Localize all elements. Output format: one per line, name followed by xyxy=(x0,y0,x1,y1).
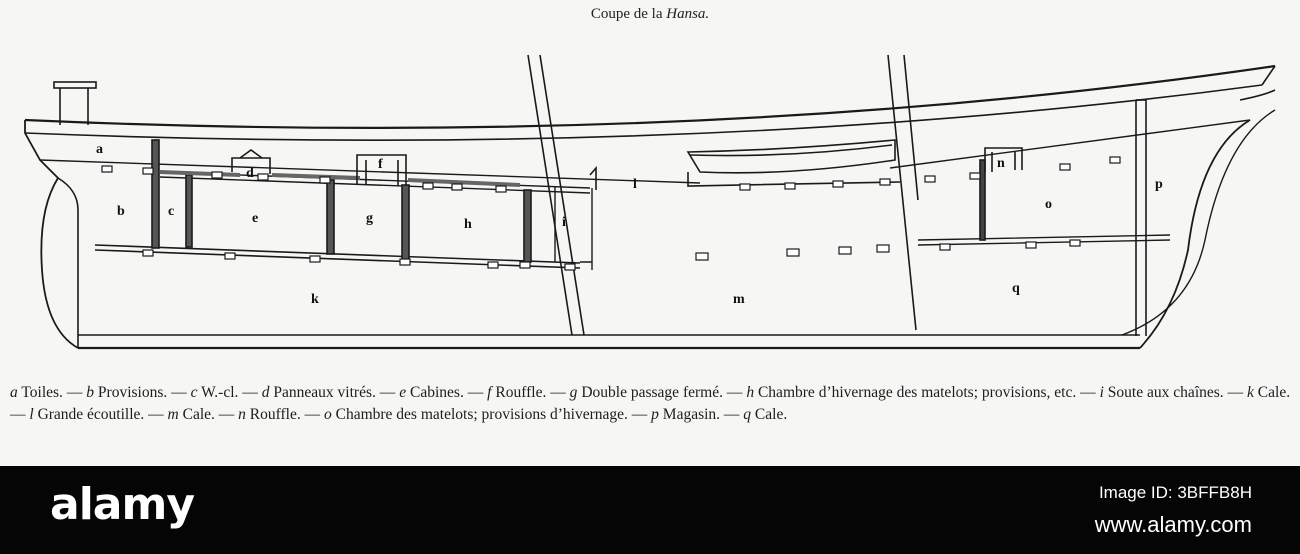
legend-letter: c xyxy=(190,384,198,401)
legend-letter: p xyxy=(651,406,659,423)
legend-letter: q xyxy=(743,406,752,423)
legend-text: Magasin. xyxy=(658,406,721,423)
alamy-logo: alamy xyxy=(50,479,194,530)
bow-hull xyxy=(1140,120,1250,348)
legend-item-l xyxy=(29,406,144,423)
legend-caption: a Toiles. — b Provisions. — c W.-cl. — d Panneaux vitrés. — e Cabines. — f Rouffle. — g Double passage fermé. — h Chambre d’hivernage des matelots; provisions, etc. — i Soute aux chaînes. — k Cale. — l Grande écoutille. — m Cale. — n Rouffle. — o Chambre des matelots; provisions d’hivernage. — p Magasin. — q Cale. xyxy=(10,384,1291,423)
legend-text: Grande écoutille. xyxy=(33,406,145,423)
legend-text: Chambre d’hivernage des matelots; provisions, etc. xyxy=(754,384,1077,401)
legend-letter: d xyxy=(261,384,270,401)
legend-text: Provisions. xyxy=(94,384,168,401)
label-n: n xyxy=(997,156,1005,171)
legend-letter: l xyxy=(29,406,34,423)
legend-item-e xyxy=(399,384,464,401)
legend-text: Rouffle. xyxy=(491,384,547,401)
label-b: b xyxy=(117,204,125,219)
legend-item-d xyxy=(262,384,376,401)
legend-item-a xyxy=(10,384,63,401)
label-k: k xyxy=(311,292,319,307)
longboat xyxy=(688,140,895,173)
legend-letter: m xyxy=(167,406,179,423)
label-g: g xyxy=(366,211,373,226)
legend-text: Cale. xyxy=(1253,384,1291,401)
main-deck xyxy=(25,66,1275,128)
legend-letter: b xyxy=(86,384,94,401)
legend-item-h xyxy=(746,384,1076,401)
legend-text: W.-cl. xyxy=(197,384,239,401)
label-c: c xyxy=(168,204,175,219)
legend-item-q xyxy=(743,406,787,423)
legend-letter: o xyxy=(323,406,332,423)
legend-text: Cale. xyxy=(178,406,215,423)
legend-text: Cale. xyxy=(751,406,788,423)
legend-text: Rouffle. xyxy=(245,406,301,423)
label-p: p xyxy=(1155,177,1163,192)
label-d: d xyxy=(246,166,254,181)
legend-item-f xyxy=(487,384,546,401)
legend-text: Cabines. xyxy=(406,384,464,401)
legend-letter: k xyxy=(1247,384,1254,401)
legend-item-b xyxy=(86,384,167,401)
stern-hull xyxy=(25,120,78,348)
label-a: a xyxy=(96,142,103,157)
label-e: e xyxy=(252,211,259,226)
legend-item-o xyxy=(324,406,628,423)
legend-item-g xyxy=(570,384,723,401)
legend-item-k xyxy=(1247,384,1290,401)
watermark-bar xyxy=(0,466,1300,554)
fore-mast xyxy=(888,55,916,330)
legend-letter: a xyxy=(10,384,18,401)
legend-item-m xyxy=(168,406,215,423)
label-l: l xyxy=(633,177,637,192)
legend-text: Panneaux vitrés. xyxy=(269,384,376,401)
label-m: m xyxy=(733,292,745,307)
legend-letter: g xyxy=(569,384,578,401)
stern-funnel xyxy=(54,82,96,88)
legend-letter: e xyxy=(399,384,407,401)
legend-item-p xyxy=(651,406,720,423)
legend-item-i xyxy=(1100,384,1224,401)
legend-text: Chambre des matelots; provisions d’hivernage. xyxy=(331,406,628,423)
title-prefix: Coupe de la xyxy=(590,6,663,22)
image-id-label: Image ID: 3BFFB8H xyxy=(1098,483,1252,502)
legend-item-c xyxy=(191,384,239,401)
lower-deck-aft xyxy=(95,245,580,263)
legend-letter: i xyxy=(1099,384,1104,401)
label-o: o xyxy=(1045,197,1052,212)
label-f: f xyxy=(378,157,383,172)
legend-letter: h xyxy=(746,384,755,401)
legend-letter: f xyxy=(487,384,492,401)
main-mast xyxy=(528,55,572,335)
site-url: www.alamy.com xyxy=(1094,512,1252,537)
label-i: i xyxy=(562,215,566,230)
title-ship-name: Hansa. xyxy=(666,6,710,22)
legend-text: Soute aux chaînes. xyxy=(1103,384,1224,401)
lower-deck-fore xyxy=(918,235,1170,245)
label-h: h xyxy=(464,217,472,232)
legend-item-n xyxy=(238,406,301,423)
legend-letter: n xyxy=(238,406,246,423)
legend-text: Double passage fermé. xyxy=(577,384,723,401)
bulkhead xyxy=(152,140,159,248)
label-q: q xyxy=(1012,281,1020,296)
legend-text: Toiles. xyxy=(17,384,63,401)
